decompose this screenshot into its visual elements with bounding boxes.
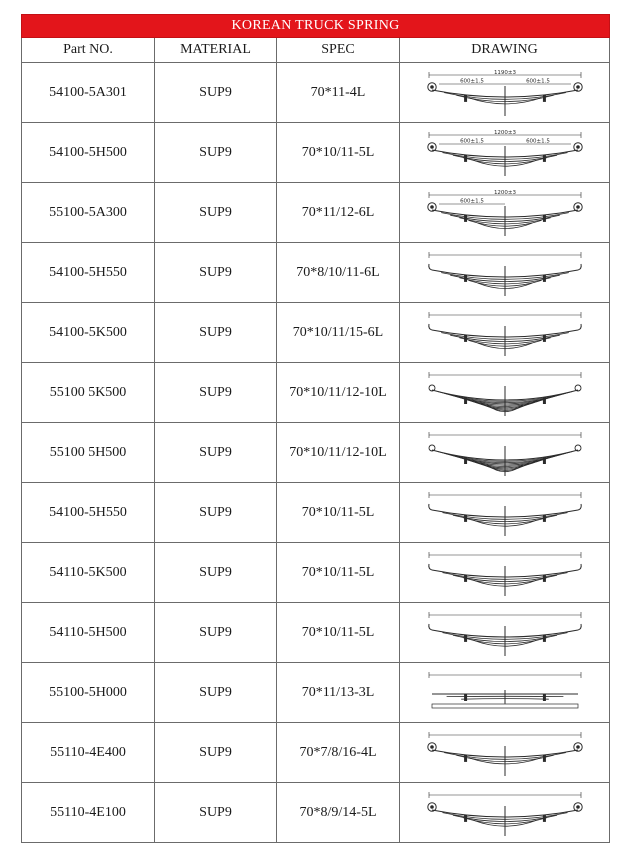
table-row xyxy=(22,63,610,123)
table-row xyxy=(22,303,610,363)
spring-hook xyxy=(578,624,581,630)
cell-spec: 70*7/8/16-4L xyxy=(277,723,400,783)
rebound-clip xyxy=(542,514,545,521)
dimension-label: 600±1.5 xyxy=(460,138,484,144)
cell-spec: 70*10/11-5L xyxy=(277,123,400,183)
cell-material: SUP9 xyxy=(155,603,277,663)
cell-part-no: 54110-5K500 xyxy=(22,543,155,603)
cell-drawing xyxy=(400,363,610,423)
dimension-label: 600±1.5 xyxy=(526,138,550,144)
rebound-clip xyxy=(464,457,467,464)
table-row xyxy=(22,723,610,783)
spring-eye-bushing xyxy=(430,745,434,749)
leaf-spring-drawing xyxy=(417,610,593,656)
table-row xyxy=(22,603,610,663)
cell-material: SUP9 xyxy=(155,723,277,783)
cell-material: SUP9 xyxy=(155,543,277,603)
spring-eye-bushing xyxy=(430,145,434,149)
spring-hook xyxy=(578,564,581,570)
rebound-clip xyxy=(542,754,545,761)
table-title: KOREAN TRUCK SPRING xyxy=(22,15,610,38)
cell-part-no: 55100 5H500 xyxy=(22,423,155,483)
spring-eye-bushing xyxy=(576,745,580,749)
spring-eye-bushing xyxy=(576,85,580,89)
cell-part-no: 54100-5A301 xyxy=(22,63,155,123)
leaf-spring-drawing xyxy=(417,550,593,596)
spec-sheet xyxy=(21,14,609,843)
leaf-spring-drawing xyxy=(417,70,593,116)
cell-material: SUP9 xyxy=(155,303,277,363)
cell-spec: 70*10/11-5L xyxy=(277,543,400,603)
cell-material: SUP9 xyxy=(155,423,277,483)
leaf-spring-drawing xyxy=(417,730,593,776)
dimension-label: 600±1.5 xyxy=(526,78,550,84)
cell-spec: 70*11/12-6L xyxy=(277,183,400,243)
dimension-label: 1190±3 xyxy=(493,70,516,76)
rebound-clip xyxy=(542,154,545,161)
title-row xyxy=(22,15,610,38)
cell-part-no: 54100-5H550 xyxy=(22,243,155,303)
cell-part-no: 55110-4E100 xyxy=(22,783,155,843)
header-part-no: Part NO. xyxy=(22,38,155,63)
dimension-label: 600±1.5 xyxy=(460,78,484,84)
cell-material: SUP9 xyxy=(155,123,277,183)
leaf-spring-drawing xyxy=(417,430,593,476)
rebound-clip xyxy=(464,514,467,521)
rebound-clip xyxy=(542,94,545,101)
cell-drawing xyxy=(400,543,610,603)
spring-bottom-leaf xyxy=(432,704,578,708)
spring-eye-bushing xyxy=(430,85,434,89)
leaf-spring-drawing xyxy=(417,490,593,536)
cell-part-no: 55100-5A300 xyxy=(22,183,155,243)
header-drawing: DRAWING xyxy=(400,38,610,63)
spring-hook xyxy=(428,564,431,570)
rebound-clip xyxy=(542,214,545,221)
cell-part-no: 54100-5K500 xyxy=(22,303,155,363)
spring-eye-bushing xyxy=(576,145,580,149)
cell-material: SUP9 xyxy=(155,783,277,843)
leaf-spring-drawing xyxy=(417,370,593,416)
rebound-clip xyxy=(542,334,545,341)
cell-drawing xyxy=(400,423,610,483)
rebound-clip xyxy=(542,574,545,581)
cell-material: SUP9 xyxy=(155,483,277,543)
cell-drawing xyxy=(400,183,610,243)
rebound-clip xyxy=(464,397,467,404)
rebound-clip xyxy=(542,397,545,404)
leaf-spring-drawing xyxy=(417,130,593,176)
leaf-spring-drawing xyxy=(417,310,593,356)
dimension-label: 1200±3 xyxy=(493,190,516,196)
rebound-clip xyxy=(464,634,467,641)
spring-eye-bushing xyxy=(430,805,434,809)
spring-hook xyxy=(428,504,431,510)
cell-spec: 70*11-4L xyxy=(277,63,400,123)
table-row xyxy=(22,783,610,843)
table-row xyxy=(22,243,610,303)
rebound-clip xyxy=(464,154,467,161)
cell-spec: 70*10/11/15-6L xyxy=(277,303,400,363)
spring-hook xyxy=(578,324,581,330)
cell-material: SUP9 xyxy=(155,243,277,303)
leaf-spring-drawing xyxy=(417,250,593,296)
cell-spec: 70*10/11-5L xyxy=(277,603,400,663)
table-row xyxy=(22,183,610,243)
header-spec: SPEC xyxy=(277,38,400,63)
cell-drawing xyxy=(400,303,610,363)
rebound-clip xyxy=(542,814,545,821)
cell-drawing xyxy=(400,783,610,843)
cell-spec: 70*10/11/12-10L xyxy=(277,423,400,483)
cell-part-no: 55100-5H000 xyxy=(22,663,155,723)
dimension-label: 1200±3 xyxy=(493,130,516,136)
rebound-clip xyxy=(542,457,545,464)
cell-drawing xyxy=(400,603,610,663)
rebound-clip xyxy=(542,694,545,701)
cell-spec: 70*10/11/12-10L xyxy=(277,363,400,423)
cell-drawing xyxy=(400,483,610,543)
cell-drawing xyxy=(400,63,610,123)
cell-part-no: 55100 5K500 xyxy=(22,363,155,423)
cell-drawing xyxy=(400,723,610,783)
cell-spec: 70*8/9/14-5L xyxy=(277,783,400,843)
rebound-clip xyxy=(464,94,467,101)
table-body xyxy=(22,63,610,843)
spring-hook xyxy=(428,624,431,630)
spring-eye-bushing xyxy=(576,805,580,809)
rebound-clip xyxy=(464,694,467,701)
spring-eye-bushing xyxy=(430,205,434,209)
table-row xyxy=(22,543,610,603)
table-row xyxy=(22,483,610,543)
rebound-clip xyxy=(464,574,467,581)
leaf-spring-drawing xyxy=(417,670,593,716)
cell-material: SUP9 xyxy=(155,63,277,123)
leaf-spring-drawing xyxy=(417,790,593,836)
table-row xyxy=(22,363,610,423)
spring-hook xyxy=(428,264,431,270)
table-row xyxy=(22,423,610,483)
cell-drawing xyxy=(400,243,610,303)
rebound-clip xyxy=(542,634,545,641)
spring-hook xyxy=(578,264,581,270)
cell-part-no: 55110-4E400 xyxy=(22,723,155,783)
cell-spec: 70*8/10/11-6L xyxy=(277,243,400,303)
rebound-clip xyxy=(542,274,545,281)
cell-drawing xyxy=(400,663,610,723)
cell-part-no: 54110-5H500 xyxy=(22,603,155,663)
cell-spec: 70*11/13-3L xyxy=(277,663,400,723)
leaf-spring-drawing xyxy=(417,190,593,236)
header-material: MATERIAL xyxy=(155,38,277,63)
dimension-label: 600±1.5 xyxy=(460,198,484,204)
cell-material: SUP9 xyxy=(155,183,277,243)
spring-hook xyxy=(428,324,431,330)
cell-part-no: 54100-5H500 xyxy=(22,123,155,183)
rebound-clip xyxy=(464,214,467,221)
rebound-clip xyxy=(464,814,467,821)
header-row xyxy=(22,38,610,63)
spring-table xyxy=(21,14,610,843)
rebound-clip xyxy=(464,274,467,281)
rebound-clip xyxy=(464,334,467,341)
rebound-clip xyxy=(464,754,467,761)
cell-spec: 70*10/11-5L xyxy=(277,483,400,543)
cell-material: SUP9 xyxy=(155,363,277,423)
spring-eye-bushing xyxy=(576,205,580,209)
cell-material: SUP9 xyxy=(155,663,277,723)
spring-hook xyxy=(578,504,581,510)
table-row xyxy=(22,123,610,183)
table-row xyxy=(22,663,610,723)
cell-drawing xyxy=(400,123,610,183)
cell-part-no: 54100-5H550 xyxy=(22,483,155,543)
